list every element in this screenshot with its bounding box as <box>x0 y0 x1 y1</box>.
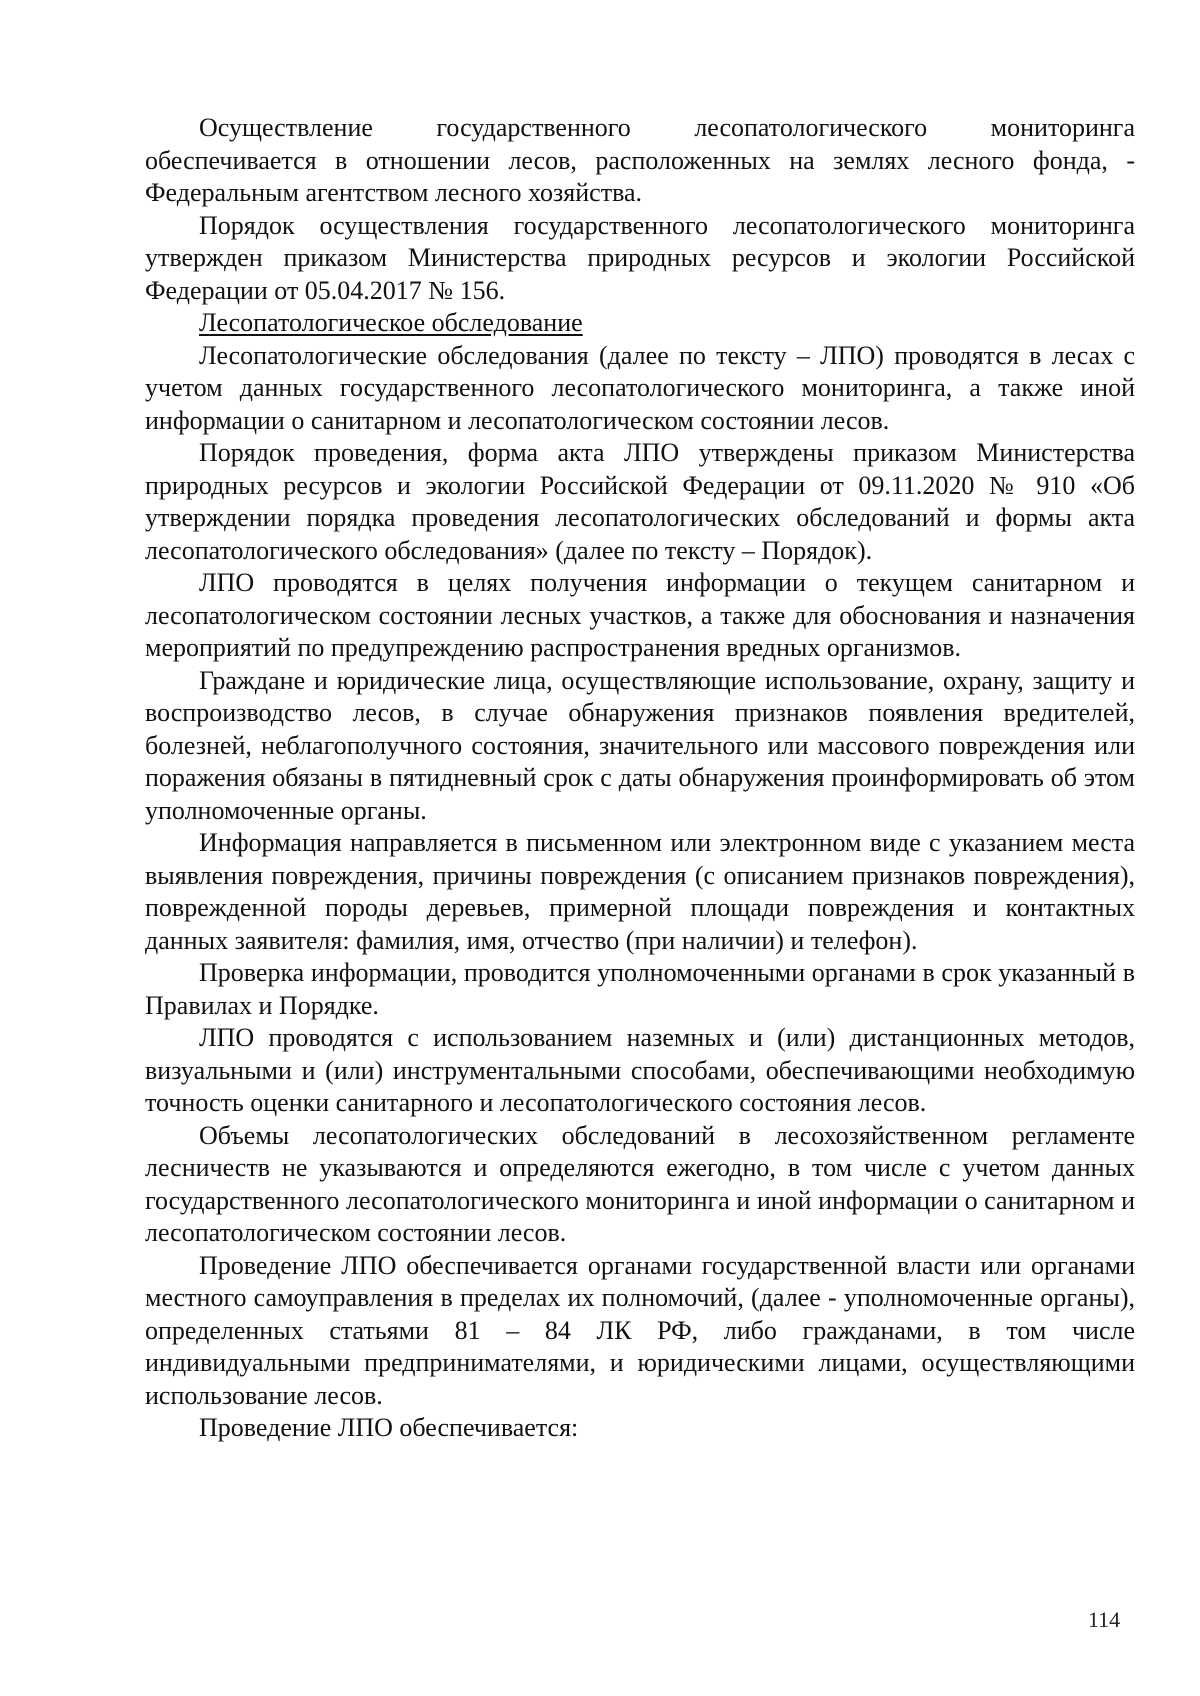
paragraph-lpo-provision: Проведение ЛПО обеспечивается органами государственной власти или органами местного самоуправления в пределах их полномочий, (далее - уполномоченные органы), определенных статьями 81 – 84 ЛК РФ, либо гражданами, в том числе индивидуальными предпринимателями, и юридическими лицами, осуществляющими использование лесов. <box>145 1250 1135 1410</box>
document-page <box>145 112 1135 1445</box>
paragraph-information-check: Проверка информации, проводится уполномоченными органами в срок указанный в Правилах и Порядке. <box>145 958 1135 1020</box>
page-number: 114 <box>1088 1607 1121 1632</box>
paragraph-lpo-procedure: Порядок проведения, форма акта ЛПО утверждены приказом Министерства природных ресурсов и экологии Российской Федерации от 09.11.2020 № 910 «Об утверждении порядка проведения лесопатологических обследований и формы акта лесопатологического обследования» (далее по тексту – Порядок). <box>145 438 1135 565</box>
paragraph-lpo-definition: Лесопатологические обследования (далее по тексту – ЛПО) проводятся в лесах с учетом данных государственного лесопатологического мониторинга, а также иной информации о санитарном и лесопатологическом состоянии лесов. <box>145 340 1135 435</box>
paragraph-lpo-methods: ЛПО проводятся с использованием наземных и (или) дистанционных методов, визуальными и (или) инструментальными способами, обеспечивающими необходимую точность оценки санитарного и лесопатологического состояния лесов. <box>145 1023 1135 1117</box>
paragraph-citizens-obligation: Граждане и юридические лица, осуществляющие использование, охрану, защиту и воспроизводство лесов, в случае обнаружения признаков появления вредителей, болезней, неблагополучного состояния, значительного или массового повреждения или поражения обязаны в пятидневный срок с даты обнаружения проинформировать об этом уполномоченные органы. <box>145 665 1135 825</box>
paragraph-lpo-volumes: Объемы лесопатологических обследований в лесохозяйственном регламенте лесничеств не указываются и определяются ежегодно, в том числе с учетом данных государственного лесопатологического мониторинга и иной информации о санитарном и лесопатологическом состоянии лесов. <box>145 1120 1135 1247</box>
section-heading: Лесопатологическое обследование <box>199 308 583 337</box>
paragraph-monitoring-agency: Осуществление государственного лесопатологического мониторинга обеспечивается в отношении лесов, расположенных на землях лесного фонда, - Федеральным агентством лесного хозяйства. <box>145 113 1135 207</box>
paragraph-information-content: Информация направляется в письменном или электронном виде с указанием места выявления повреждения, причины повреждения (с описанием признаков повреждения), поврежденной породы деревьев, примерной площади повреждения и контактных данных заявителя: фамилия, имя, отчество (при наличии) и телефон). <box>145 828 1135 955</box>
paragraph-lpo-provided: Проведение ЛПО обеспечивается: <box>199 1413 579 1442</box>
paragraph-lpo-purpose: ЛПО проводятся в целях получения информации о текущем санитарном и лесопатологическом состоянии лесных участков, а также для обоснования и назначения мероприятий по предупреждению распространения вредных организмов. <box>145 568 1135 662</box>
paragraph-monitoring-order: Порядок осуществления государственного лесопатологического мониторинга утвержден приказом Министерства природных ресурсов и экологии Российской Федерации от 05.04.2017 № 156. <box>145 210 1135 305</box>
